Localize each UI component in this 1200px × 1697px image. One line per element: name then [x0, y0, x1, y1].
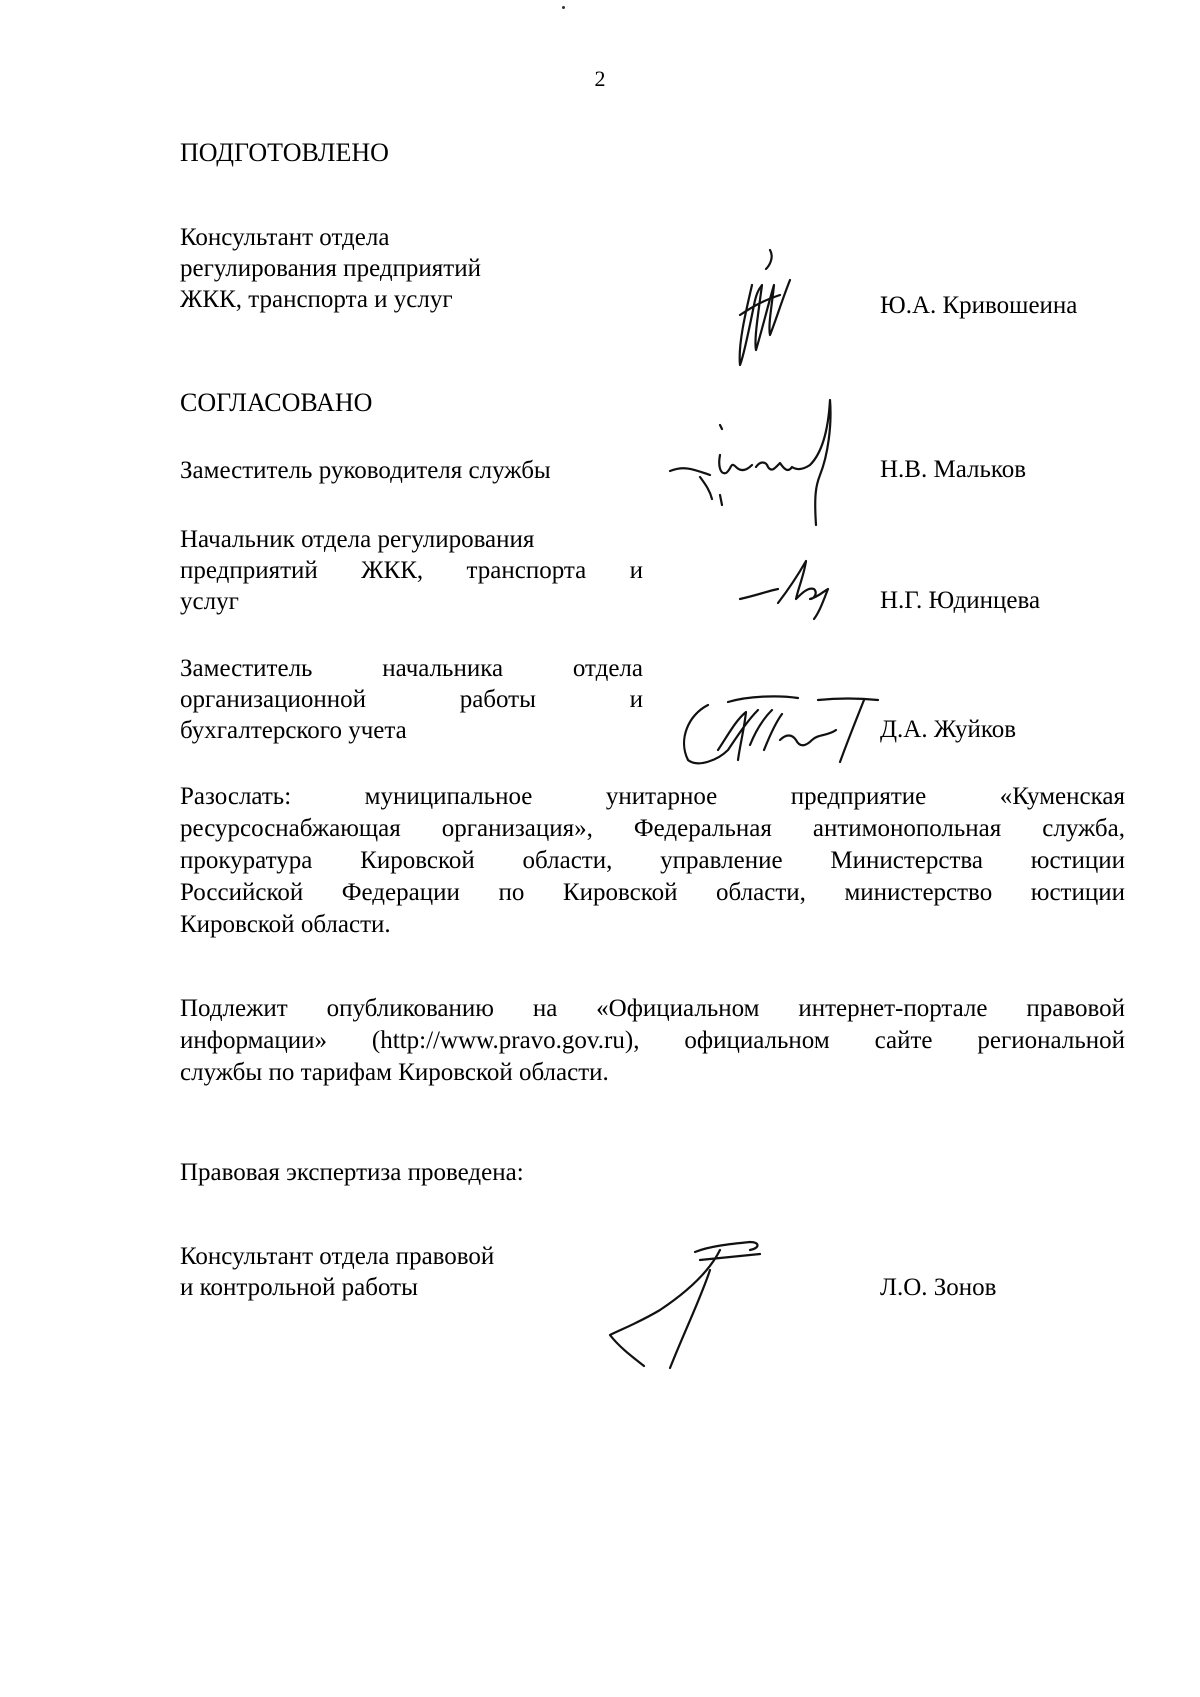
position-line: Консультант отдела [180, 224, 390, 251]
signature-krivosheina [710, 245, 830, 375]
agreed-heading: СОГЛАСОВАНО [180, 388, 373, 417]
signature-yudintseva [738, 555, 838, 625]
position-line: предприятий ЖКК, транспорта и [180, 557, 643, 584]
signature-malkov [660, 395, 860, 535]
distribution-line: ресурсоснабжающая организация», Федеральная антимонопольная служба, [180, 815, 1125, 842]
legal-review-name: Л.О. Зонов [880, 1274, 997, 1301]
signatory-name: Н.Г. Юдинцева [880, 587, 1041, 614]
signatory-name: Н.В. Мальков [880, 456, 1027, 483]
signature-zhuikov [668, 690, 888, 770]
position-line: организационной работы и [180, 686, 643, 713]
prepared-heading: ПОДГОТОВЛЕНО [180, 138, 389, 167]
legal-review-position [180, 1241, 643, 1303]
position-line: Заместитель руководителя службы [180, 457, 551, 484]
publication-line: информации» (http://www.pravo.gov.ru), официальном сайте региональной [180, 1027, 1125, 1054]
prepared-name: Ю.А. Кривошеина [880, 292, 1078, 319]
signatory-position [180, 455, 643, 486]
scan-speck [562, 6, 565, 9]
publication-paragraph [180, 993, 1125, 1089]
position-line: Заместитель начальника отдела [180, 655, 643, 682]
position-line: ЖКК, транспорта и услуг [180, 286, 453, 313]
position-line: регулирования предприятий [180, 255, 481, 282]
publication-line: службы по тарифам Кировской области. [180, 1059, 609, 1086]
page-number: 2 [594, 66, 606, 91]
distribution-paragraph [180, 781, 1125, 941]
signature-zonov [600, 1230, 820, 1370]
position-line: Начальник отдела регулирования [180, 526, 535, 553]
distribution-line: прокуратура Кировской области, управление Министерства юстиции [180, 847, 1125, 874]
position-line: и контрольной работы [180, 1274, 418, 1301]
position-line: бухгалтерского учета [180, 717, 407, 744]
distribution-line: Кировской области. [180, 911, 391, 938]
publication-line: Подлежит опубликованию на «Официальном интернет-портале правовой [180, 995, 1125, 1022]
signatory-name: Д.А. Жуйков [880, 716, 1017, 743]
signatory-position [180, 524, 643, 617]
position-line: Консультант отдела правовой [180, 1243, 495, 1270]
prepared-position [180, 222, 643, 315]
signatory-position [180, 653, 643, 746]
legal-review-heading: Правовая экспертиза проведена: [180, 1159, 524, 1186]
distribution-line: Российской Федерации по Кировской области, министерство юстиции [180, 879, 1125, 906]
position-line: услуг [180, 588, 239, 615]
distribution-line: Разослать: муниципальное унитарное предприятие «Куменская [180, 783, 1125, 810]
